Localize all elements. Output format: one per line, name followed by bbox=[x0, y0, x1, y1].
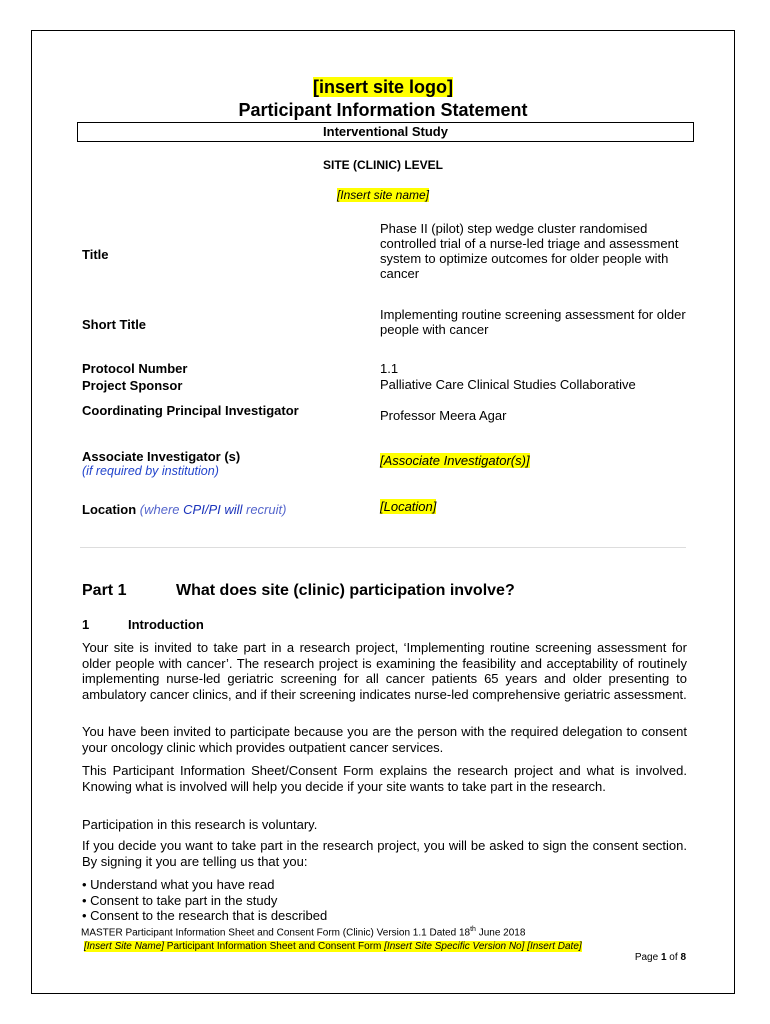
location-label: Location (where CPI/PI will recruit) bbox=[82, 502, 287, 517]
bullet-list bbox=[82, 877, 327, 924]
paragraph-explains: This Participant Information Sheet/Consent Form explains the research project and what is involved. Knowing what is involved will help you decide if your site wants to take part in the research. bbox=[82, 763, 687, 794]
short-title-value: Implementing routine screening assessment for older people with cancer bbox=[380, 307, 686, 337]
associate-investigator-note: (if required by institution) bbox=[82, 464, 219, 478]
cpi-label: Coordinating Principal Investigator bbox=[82, 403, 299, 418]
associate-investigator-label: Associate Investigator (s) bbox=[82, 449, 241, 464]
site-name-placeholder: [Insert site name] bbox=[336, 188, 430, 202]
footer-site-line: [Insert Site Name] Participant Information Sheet and Consent Form [Insert Site Specific Version No] [Insert Date] bbox=[84, 941, 582, 952]
protocol-value: 1.1 bbox=[380, 361, 399, 376]
sponsor-value: Palliative Care Clinical Studies Collaborative bbox=[380, 377, 636, 392]
sponsor-label: Project Sponsor bbox=[82, 378, 183, 393]
paragraph-intro: Your site is invited to take part in a research project, ‘Implementing routine screening assessment for older people with cancer’. The research project is examining the feasibility and acceptability of routinely implementing nurse-led geriatric screening for all cancer patients 65 years and older presenting to ambulatory cancer clinics, and if their screening indicates nurse-led comprehensive geriatric assessment. bbox=[82, 640, 687, 702]
list-item: • Consent to the research that is described bbox=[82, 908, 328, 923]
list-item: • Understand what you have read bbox=[82, 877, 275, 892]
study-type-box: Interventional Study bbox=[77, 122, 694, 142]
paragraph-consent: If you decide you want to take part in the research project, you will be asked to sign the consent section. By signing it you are telling us that you: bbox=[82, 838, 687, 869]
part-heading: Part 1 What does site (clinic) participation involve? bbox=[82, 582, 515, 599]
list-item: • Consent to take part in the study bbox=[82, 892, 278, 908]
location-value: [Location] bbox=[380, 499, 437, 514]
page-number: Page 1 of 8 bbox=[634, 952, 686, 963]
page-title: Participant Information Statement bbox=[238, 100, 528, 120]
protocol-label: Protocol Number bbox=[82, 361, 188, 376]
title-value: Phase II (pilot) step wedge cluster randomised controlled trial of a nurse-led triage and assessment system to optimize outcomes for older people with cancer bbox=[380, 221, 679, 281]
cpi-value: Professor Meera Agar bbox=[380, 408, 507, 423]
title-label: Title bbox=[82, 247, 109, 262]
level-heading: SITE (CLINIC) LEVEL bbox=[323, 158, 443, 172]
paragraph-invited: You have been invited to participate because you are the person with the required delegation to consent your oncology clinic which provides outpatient cancer services. bbox=[82, 724, 687, 755]
paragraph-voluntary: Participation in this research is voluntary. bbox=[82, 817, 318, 832]
section-divider bbox=[80, 547, 686, 548]
short-title-label: Short Title bbox=[82, 317, 147, 332]
associate-investigator-value: [Associate Investigator(s)] bbox=[380, 453, 530, 468]
footer-version-line: MASTER Participant Information Sheet and Consent Form (Clinic) Version 1.1 Dated 18th June 2018 bbox=[81, 926, 526, 939]
site-logo-placeholder: [insert site logo] bbox=[312, 77, 453, 97]
section-heading: 1 Introduction bbox=[82, 617, 204, 632]
document-page bbox=[31, 30, 735, 994]
